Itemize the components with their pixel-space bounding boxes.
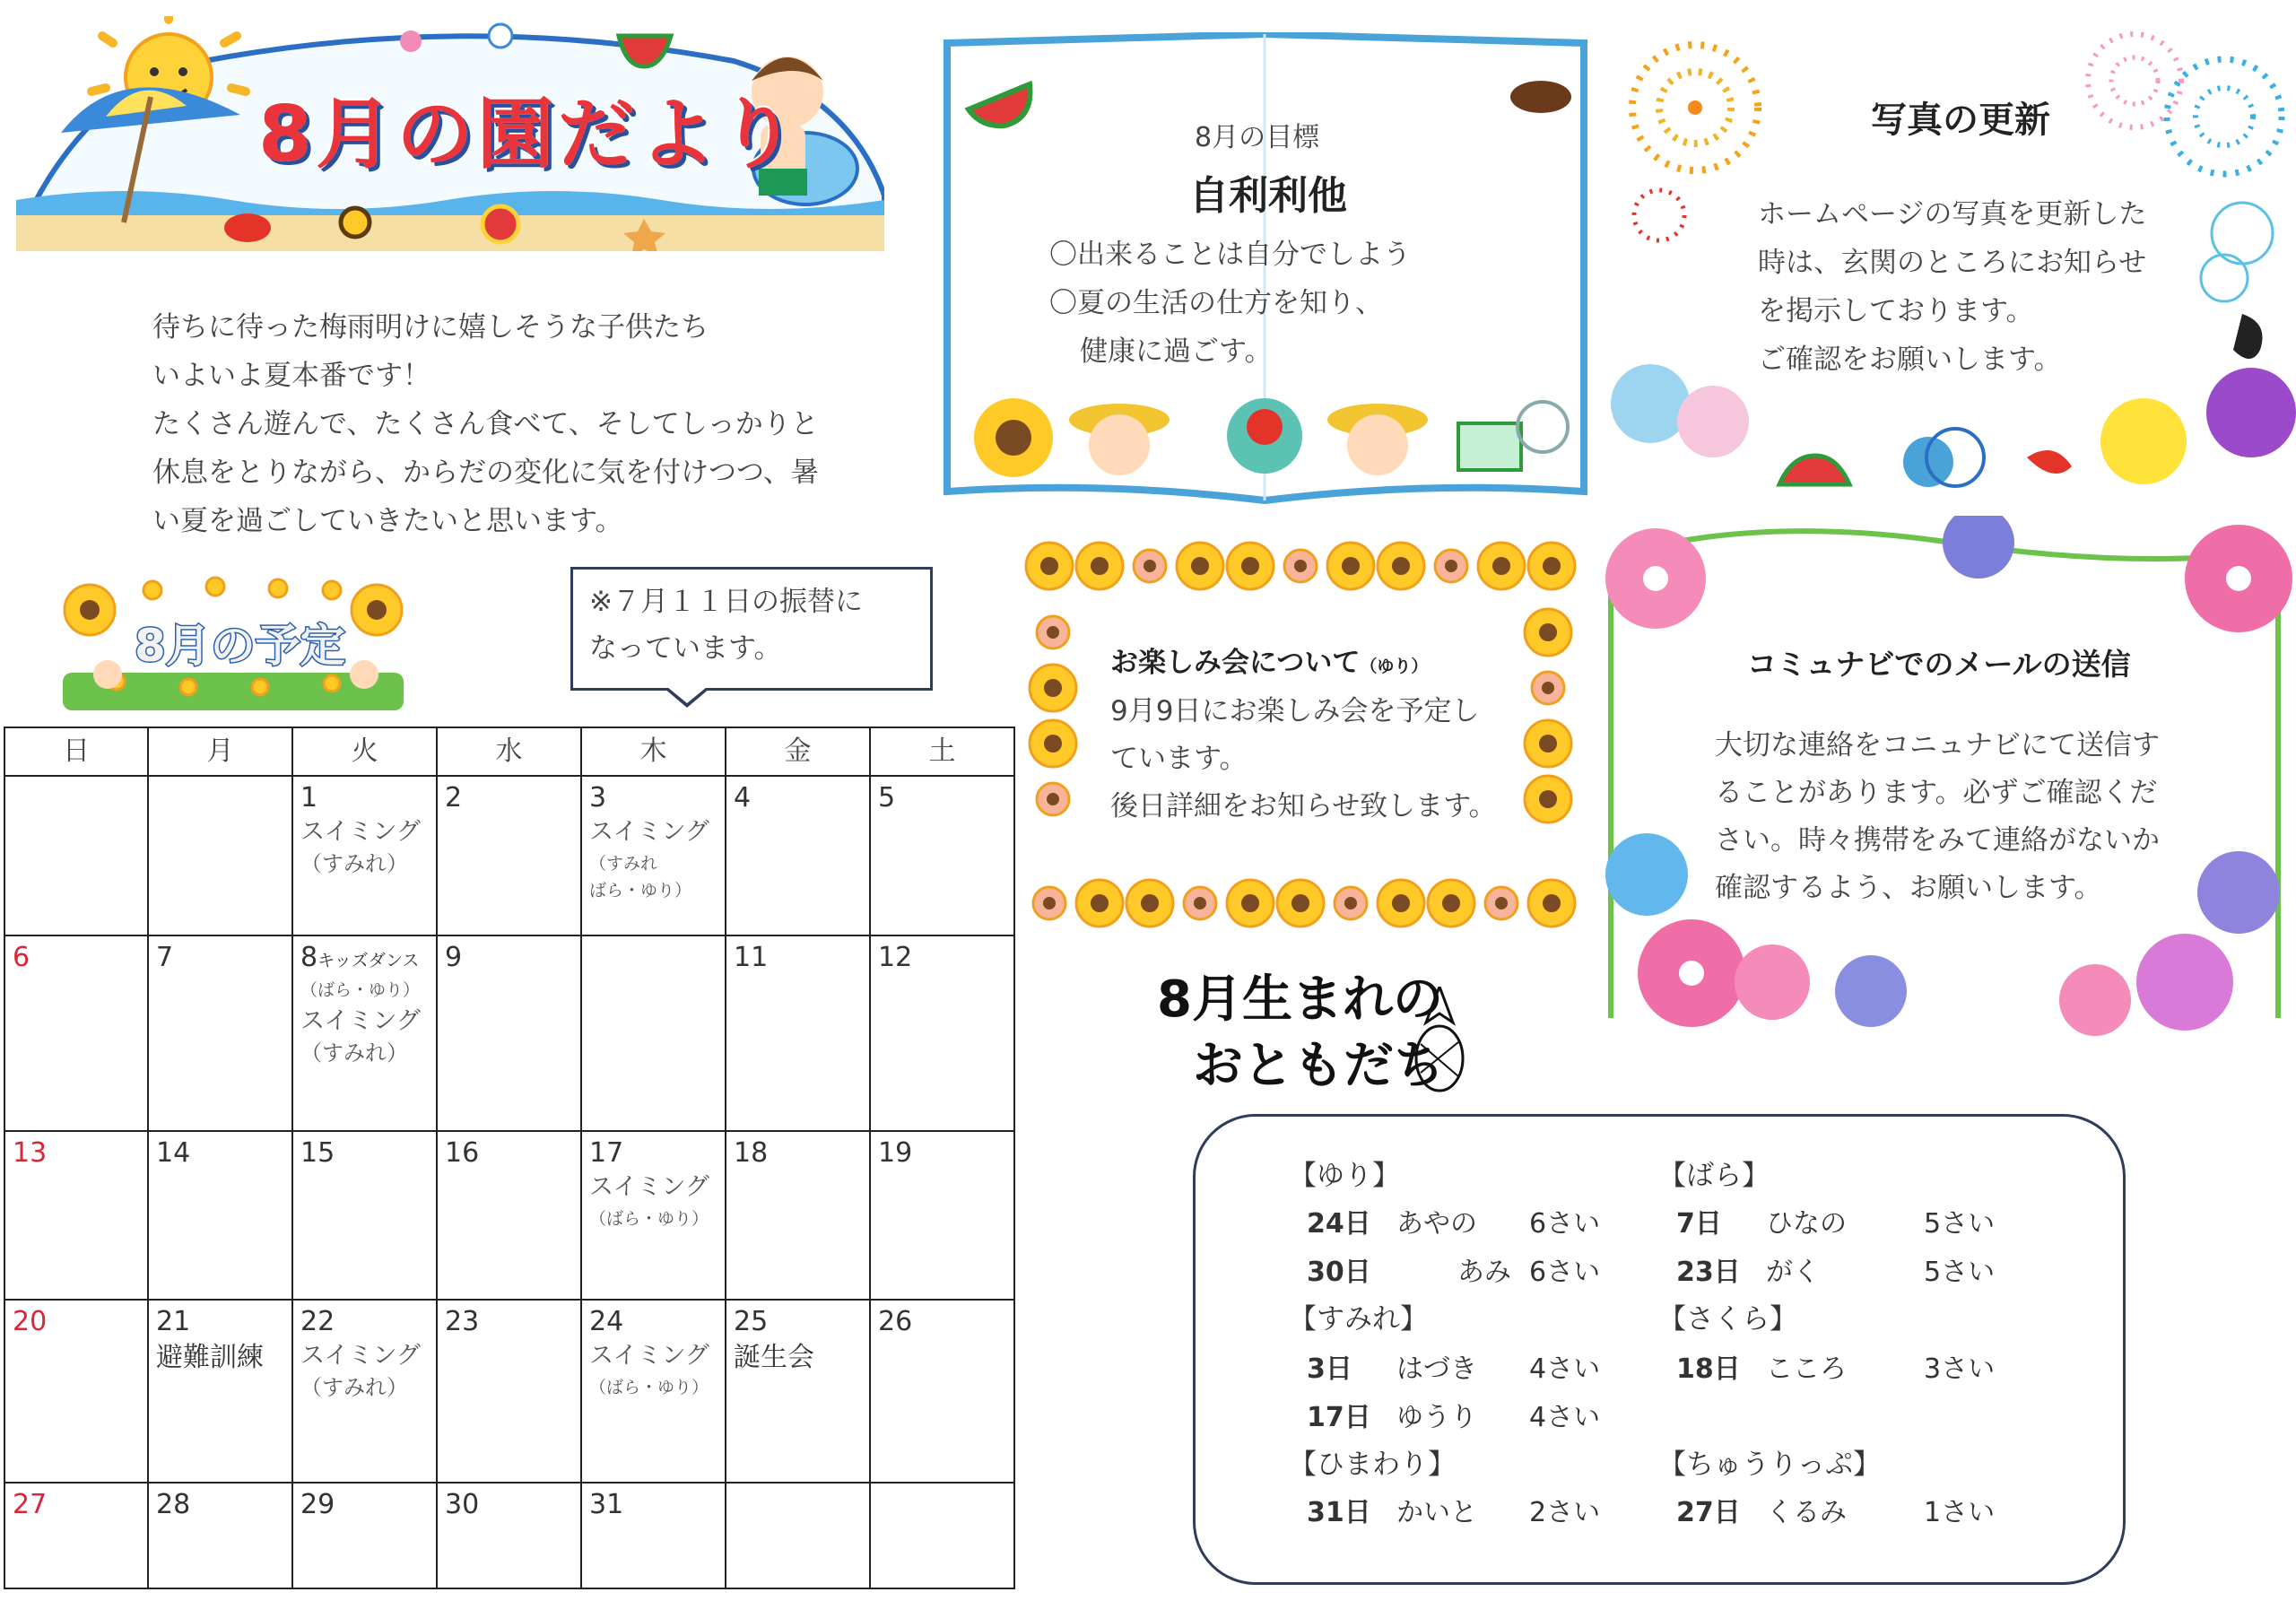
calendar-week-row — [4, 1300, 1014, 1483]
day-number: 8 — [300, 942, 318, 973]
calendar-day-cell — [437, 1483, 581, 1588]
day-number: 21 — [156, 1306, 191, 1337]
morning-glory-pink-icon — [2136, 934, 2233, 1031]
birthday-date: 27日 — [1676, 1497, 1741, 1528]
sunflower-center — [1047, 626, 1059, 639]
sunflower-center — [1495, 897, 1508, 909]
birthday-row — [1676, 1201, 1995, 1240]
intro-line: いよいよ夏本番です！ — [152, 360, 430, 392]
day-number: 31 — [589, 1489, 624, 1520]
sunflower-center — [1091, 557, 1109, 575]
weekday-header-row — [4, 727, 1014, 776]
calendar-week-row — [4, 1131, 1014, 1300]
birthday-age: 4さい — [1529, 1353, 1601, 1385]
child-icon — [350, 660, 378, 689]
sunflower-center — [1044, 679, 1062, 697]
child-icon — [93, 660, 122, 689]
calendar-day-cell — [4, 1300, 148, 1483]
sunflower-center — [1043, 897, 1056, 909]
calendar-day-cell — [870, 1483, 1014, 1588]
day-number: 23 — [445, 1306, 480, 1337]
day-number: 26 — [878, 1306, 913, 1337]
birthday-date: 30日 — [1307, 1257, 1371, 1288]
goal-label: 8月の目標 — [1195, 122, 1320, 153]
day-number: 1 — [300, 782, 318, 814]
note-line: なっています。 — [589, 632, 782, 665]
birthday-row — [1307, 1490, 1600, 1529]
august-calendar — [4, 727, 1015, 1589]
firework-pink-icon — [2088, 34, 2181, 127]
header-banner — [16, 16, 884, 251]
sunflower-center — [1543, 557, 1561, 575]
sunflower-center — [1392, 557, 1410, 575]
day-number: 29 — [300, 1489, 335, 1520]
morning-glory-pink-icon — [2059, 964, 2131, 1036]
note-line: ※７月１１日の振替に — [589, 586, 863, 618]
fun-event-title-text: お楽しみ会について — [1110, 647, 1361, 679]
day-number: 7 — [156, 942, 174, 973]
calendar-day-cell — [148, 776, 292, 935]
day-number: 20 — [13, 1306, 48, 1337]
calendar-day-cell — [726, 1131, 870, 1300]
calendar-day-cell — [148, 1483, 292, 1588]
birthday-age: 6さい — [1529, 1257, 1601, 1288]
birthday-date: 7日 — [1676, 1208, 1722, 1240]
morning-glory-pink-icon — [2185, 525, 2292, 632]
calendar-day-cell — [4, 1483, 148, 1588]
fun-event-body — [1110, 688, 1532, 831]
sunflower-center — [1091, 894, 1109, 912]
weekday-header: 月 — [148, 727, 292, 776]
sunflower-center — [1539, 790, 1557, 808]
day-number: 18 — [734, 1137, 769, 1169]
birthday-date: 18日 — [1676, 1353, 1741, 1385]
birthday-age: 3さい — [1924, 1353, 1996, 1385]
sunflower-center — [1542, 682, 1554, 694]
group-label: 【ゆり】 — [1289, 1160, 1400, 1192]
comm-line: ることがあります。必ずご確認くだ — [1715, 777, 2158, 809]
sunflower-center — [1543, 894, 1561, 912]
intro-text — [152, 303, 861, 545]
birthday-date: 23日 — [1676, 1257, 1741, 1288]
sunflower-center — [1342, 557, 1360, 575]
sunflower-icon — [341, 208, 370, 237]
birthday-row — [1307, 1201, 1600, 1240]
day-note: キッズダンス — [317, 951, 420, 970]
morning-glory-pink-icon — [1605, 528, 1706, 629]
birthday-age: 5さい — [1924, 1257, 1996, 1288]
page-title: 8月の園だより — [258, 90, 800, 179]
calendar-day-cell — [292, 1131, 437, 1300]
photo-update-body — [1758, 190, 2224, 384]
group-label: 【ひまわり】 — [1289, 1449, 1456, 1481]
calendar-day-cell — [148, 935, 292, 1131]
day-number: 25 — [734, 1306, 769, 1337]
pineapple-icon — [1408, 987, 1471, 1094]
birthday-age: 4さい — [1529, 1402, 1601, 1433]
comm-line: 確認するよう、お願いします。 — [1715, 872, 2102, 904]
event-label: スイミング — [589, 818, 709, 846]
comm-line: 大切な連絡をコニュナビにて送信す — [1715, 729, 2160, 761]
monthly-goal-panel — [942, 32, 1589, 508]
birthday-heading — [1139, 951, 1480, 1103]
birthday-name: がく — [1766, 1257, 1820, 1288]
birthday-name: ひなの — [1766, 1208, 1847, 1240]
sunflower-center — [1194, 897, 1206, 909]
event-class: （すみれ） — [300, 1040, 408, 1066]
calendar-day-cell — [437, 1131, 581, 1300]
calendar-day-cell — [4, 776, 148, 935]
sunflower-center — [1292, 894, 1309, 912]
calendar-day-cell — [870, 1131, 1014, 1300]
day-number: 2 — [445, 782, 463, 814]
calendar-day-cell — [292, 935, 437, 1131]
goal-item: 〇出来ることは自分でしよう — [1049, 239, 1411, 271]
sunflower-center — [1392, 894, 1410, 912]
event-label: スイミング — [589, 1173, 709, 1201]
group-label: 【ばら】 — [1658, 1160, 1770, 1192]
goal-title: 自利利他 — [1189, 173, 1347, 219]
callout-tail-fill — [667, 687, 707, 703]
event-class: （ばら・ゆり） — [589, 1378, 709, 1397]
goal-item: 健康に過ごす。 — [1080, 335, 1273, 368]
watermelon-icon — [1779, 456, 1849, 484]
birthday-date: 24日 — [1307, 1208, 1371, 1240]
day-number: 22 — [300, 1306, 335, 1337]
yoyo-yellow-icon — [2100, 398, 2187, 484]
day-number: 5 — [878, 782, 896, 814]
day-number: 11 — [734, 942, 769, 973]
calendar-day-cell — [870, 1300, 1014, 1483]
sunflower-center — [1144, 560, 1156, 572]
calendar-day-cell — [726, 935, 870, 1131]
photo-line: を掲示しております。 — [1758, 295, 2034, 327]
group-label: 【すみれ】 — [1289, 1303, 1428, 1336]
birthday-date: 31日 — [1307, 1497, 1371, 1528]
calendar-day-cell — [148, 1131, 292, 1300]
calendar-day-cell — [581, 776, 726, 935]
intro-line: たくさん遊んで、たくさん食べて、そしてしっかりと — [152, 408, 819, 440]
calendar-week-row — [4, 776, 1014, 935]
schedule-badge — [63, 574, 404, 710]
day-number: 15 — [300, 1137, 335, 1169]
fun-event-title — [1110, 640, 1428, 680]
crab-icon — [224, 213, 271, 242]
communavi-mail-section — [1593, 516, 2296, 1063]
intro-line: 待ちに待った梅雨明けに嬉しそうな子供たち — [152, 311, 709, 344]
day-number: 19 — [878, 1137, 913, 1169]
sunflower-center — [1241, 894, 1259, 912]
firework-red-icon — [1634, 190, 1684, 240]
weekday-header: 金 — [726, 727, 870, 776]
birthday-age: 5さい — [1924, 1208, 1996, 1240]
sunflower-center — [1047, 793, 1059, 805]
day-number: 13 — [13, 1137, 48, 1169]
weekday-header: 水 — [437, 727, 581, 776]
fun-event-section — [1022, 534, 1578, 942]
event-line: 9月9日にお楽しみ会を予定し — [1110, 695, 1480, 727]
calendar-day-cell — [4, 1131, 148, 1300]
goal-item: 〇夏の生活の仕方を知り、 — [1049, 287, 1383, 319]
calendar-day-cell — [870, 776, 1014, 935]
day-number: 28 — [156, 1489, 191, 1520]
beetle-icon — [1510, 81, 1571, 113]
morning-glory-blue-icon — [1605, 833, 1688, 916]
calendar-day-cell — [437, 1300, 581, 1483]
sunflower-center — [1344, 897, 1357, 909]
calendar-day-cell — [437, 935, 581, 1131]
birthday-row — [1307, 1395, 1600, 1434]
calendar-day-cell — [581, 935, 726, 1131]
birthday-name: はづき — [1396, 1353, 1477, 1385]
birthday-name: くるみ — [1766, 1497, 1847, 1528]
birthday-heading-line1: 8月生まれの — [1157, 970, 1443, 1029]
birthday-row — [1676, 1490, 1995, 1529]
birthday-age: 6さい — [1529, 1208, 1601, 1240]
event-label: スイミング — [300, 1342, 421, 1370]
schedule-badge-label: 8月の予定 — [135, 620, 345, 672]
weekday-header: 日 — [4, 727, 148, 776]
calendar-day-cell — [870, 935, 1014, 1131]
fun-event-title-class: （ゆり） — [1360, 657, 1429, 676]
sunflower-center — [1539, 623, 1557, 641]
event-label: スイミング — [300, 818, 421, 846]
day-number: 3 — [589, 782, 607, 814]
sunflower-center — [1191, 557, 1209, 575]
calendar-day-cell — [726, 776, 870, 935]
calendar-day-cell — [581, 1131, 726, 1300]
photo-update-title: 写真の更新 — [1871, 100, 2050, 141]
event-label: スイミング — [589, 1342, 709, 1370]
birthday-row — [1676, 1346, 1995, 1386]
day-number: 14 — [156, 1137, 191, 1169]
birthday-name: あみ — [1457, 1257, 1511, 1288]
cupcake-icon — [400, 30, 422, 52]
calendar-day-cell — [726, 1483, 870, 1588]
calendar-day-cell — [292, 1300, 437, 1483]
calendar-day-cell — [726, 1300, 870, 1483]
day-header — [300, 942, 429, 977]
sunflower-center — [1141, 894, 1159, 912]
birthday-date: 3日 — [1307, 1353, 1352, 1385]
birthday-name: ゆうり — [1396, 1402, 1477, 1433]
event-class: （ばら・ゆり） — [300, 980, 421, 1000]
birthday-date: 17日 — [1307, 1402, 1371, 1433]
event-label: 避難訓練 — [156, 1342, 264, 1373]
event-class: （すみれ） — [300, 851, 408, 876]
sunflower-center — [1445, 560, 1457, 572]
calendar-day-cell — [581, 1483, 726, 1588]
event-class: （すみれ — [589, 854, 658, 874]
morning-glory-purple-icon — [1835, 955, 1907, 1027]
group-label: 【ちゅうりっぷ】 — [1658, 1449, 1881, 1481]
sunflower-center — [1442, 894, 1460, 912]
birthday-name: こころ — [1766, 1353, 1847, 1385]
weekday-header: 木 — [581, 727, 726, 776]
calendar-day-cell — [437, 776, 581, 935]
photo-line: ホームページの写真を更新した — [1758, 198, 2147, 231]
calendar-day-cell — [292, 776, 437, 935]
morning-glory-pink-icon — [1638, 919, 1745, 1027]
goldfish-red-icon — [2027, 450, 2072, 474]
photo-line: 時は、玄関のところにお知らせ — [1758, 247, 2147, 279]
sunflower-center — [1539, 735, 1557, 753]
event-class: （すみれ） — [300, 1375, 408, 1400]
sunflower-center — [1040, 557, 1058, 575]
calendar-week-row — [4, 935, 1014, 1131]
day-number: 16 — [445, 1137, 480, 1169]
note-callout — [570, 567, 933, 691]
morning-glory-pink-icon — [1735, 944, 1810, 1020]
day-number: 12 — [878, 942, 913, 973]
communavi-title: コミュナビでのメールの送信 — [1747, 647, 2131, 682]
comm-line: さい。時々携帯をみて連絡がないか — [1715, 824, 2160, 857]
event-label: スイミング — [300, 1007, 421, 1035]
event-line: ています。 — [1110, 743, 1248, 775]
calendar-week-row — [4, 1483, 1014, 1588]
birthday-list — [1193, 1114, 2126, 1585]
photo-line: ご確認をお願いします。 — [1758, 344, 2062, 376]
goldfish-black-icon — [2233, 314, 2263, 359]
sunflower-center — [1044, 735, 1062, 753]
day-number: 24 — [589, 1306, 624, 1337]
group-label: 【さくら】 — [1658, 1303, 1797, 1336]
calendar-day-cell — [148, 1300, 292, 1483]
sunflower-center — [1294, 560, 1307, 572]
birthday-age: 1さい — [1924, 1497, 1996, 1528]
birthday-name: かいと — [1396, 1497, 1477, 1528]
day-number: 9 — [445, 942, 463, 973]
weekday-header: 火 — [292, 727, 437, 776]
event-class: （ばら・ゆり） — [589, 1209, 709, 1229]
sunflower-center — [1492, 557, 1510, 575]
fan-icon — [1677, 386, 1749, 457]
day-number: 30 — [445, 1489, 480, 1520]
day-number: 6 — [13, 942, 30, 973]
birthday-row — [1307, 1249, 1600, 1289]
firework-orange-icon — [1632, 45, 1758, 170]
weekday-header: 土 — [870, 727, 1014, 776]
intro-line: 休息をとりながら、からだの変化に気を付けつつ、暑 — [152, 457, 819, 489]
birthday-row — [1307, 1346, 1600, 1386]
event-line: 後日詳細をお知らせ致します。 — [1110, 790, 1497, 822]
calendar-day-cell — [4, 935, 148, 1131]
photo-update-section — [1596, 27, 2296, 511]
birthday-row — [1676, 1249, 1995, 1289]
birthday-heading-line2: おともだち — [1193, 1037, 1444, 1095]
birthday-name: あやの — [1396, 1208, 1477, 1240]
day-number: 27 — [13, 1489, 48, 1520]
event-class: ばら・ゆり） — [589, 881, 692, 901]
sunflower-center — [1241, 557, 1259, 575]
day-number: 17 — [589, 1137, 624, 1169]
intro-line: い夏を過ごしていきたいと思います。 — [152, 505, 623, 537]
beach-ball-icon — [483, 206, 518, 242]
calendar-day-cell — [581, 1300, 726, 1483]
birthday-age: 2さい — [1529, 1497, 1601, 1528]
day-number: 4 — [734, 782, 752, 814]
star-ball-icon — [489, 24, 512, 48]
firework-blue-icon — [2167, 59, 2282, 174]
communavi-body — [1715, 722, 2217, 912]
fan-icon — [1611, 364, 1690, 443]
calendar-day-cell — [292, 1483, 437, 1588]
morning-glory-purple-icon — [1943, 516, 2014, 579]
event-label: 誕生会 — [734, 1342, 814, 1373]
